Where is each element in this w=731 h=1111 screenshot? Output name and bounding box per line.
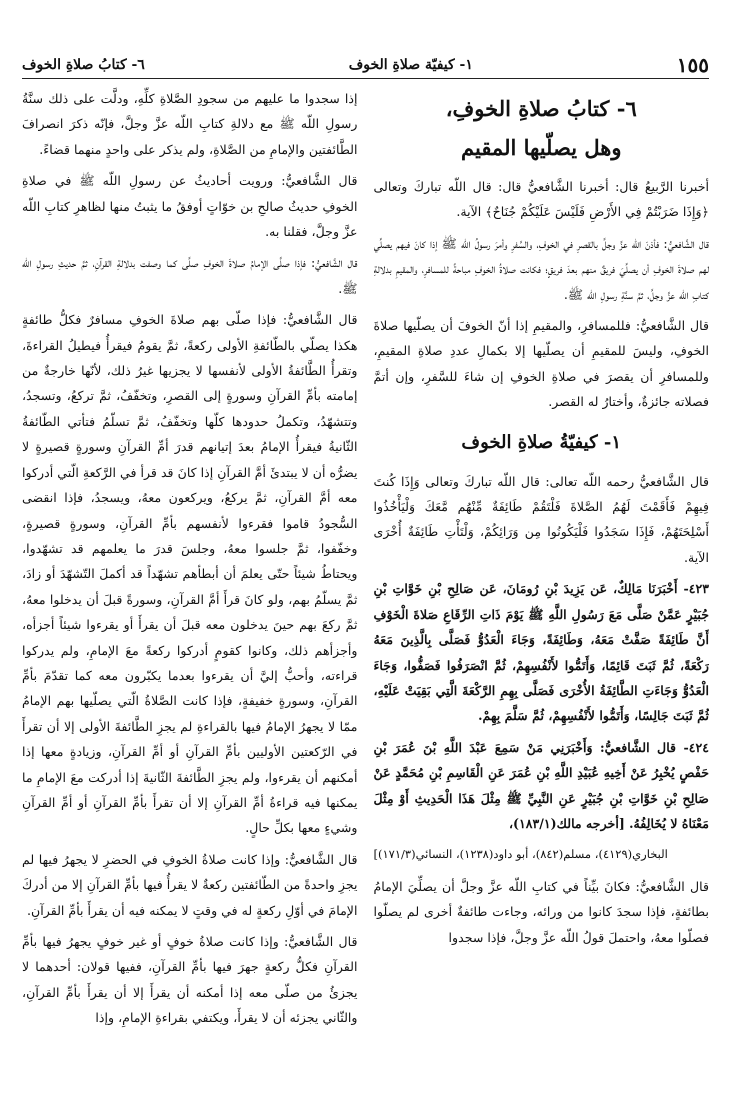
hadith-paragraph: ٤٢٤- قال الشَّافعيُّ: وَأَخْبَرَنِي مَنْ سَمِعَ عَبْدَ اللَّهِ بْنَ عُمَرَ بْنِ حَفْصٍ يُخْبِرُ عَنْ أَخِيهِ عُبَيْدِ اللَّهِ بْنِ عُمَرَ عَنِ الْقَاسِمِ بْنِ مُحَمَّدٍ عَنْ صَالِحِ بْنِ خَوَّاتِ بْنِ جُبَيْرٍ عَنِ النَّبِيِّ ﷺ مِثْلَ هَذَا الْحَدِيثِ أَوْ مِثْلَ مَعْنَاهُ لا يُخَالِفُهُ. [أخرجه مالك(١٨٣/١)، <box>373 739 709 831</box>
citation-reference: البخاري(٤١٢٩)، مسلم(٨٤٢)، أبو داود(١٢٣٨)، النسائي(١٧١/٣)] <box>373 847 668 862</box>
paragraph: قال الشَّافعيُّ رحمه اللّه تعالى: قال اللّه تباركَ وتعالى وَإِذَا كُنتَ فِيهِمْ فَأَقَمْتَ لَهُمُ الصَّلاةَ فَلْتَقُمْ طَائِفَةٌ مِّنْهُم مَّعَكَ وَلْيَأْخُذُوا أَسْلِحَتَهُمْ، فَإِذَا سَجَدُوا فَلْيَكُونُوا مِن وَرَائِكُمْ، وَلْتَأْتِ طَائِفَةٌ أُخْرَى الآية. <box>373 473 709 565</box>
chapter-title: ٦- كتابُ صلاةِ الخوفِ، <box>445 96 637 121</box>
paragraph: قال الشَّافعيُّ: فإذا صلَّى الإمامُ صلاةَ الخوفِ صلَّى كما وصفت بدلالةِ القرآنِ، ثمَّ حديثِ رسولِ اللّه ﷺ. <box>22 255 358 296</box>
text-columns <box>22 86 709 1099</box>
running-head-chapter: ٦- كتابُ صلاةِ الخوف <box>22 57 145 73</box>
paragraph: أخبرنا الرَّبيعُ قال: أخبرنا الشَّافعيُّ قال: قال اللّه تباركَ وتعالى ﴿وَإِذَا ضَرَبْتُمْ فِي الأَرْضِ فَلَيْسَ عَلَيْكُمْ جُنَاحٌ﴾ الآية. <box>373 179 709 220</box>
page-number: ١٥٥ <box>676 53 709 77</box>
paragraph: قال الشَّافعيُّ: فأذنَ اللّه عزَّ وجلَّ بالقصرِ في الخوفِ، والسَّفرِ وأمرَ رسولُ اللّه ﷺ إذا كانَ فيهم يصلِّي لهم صلاةَ الخوفِ أن يصلِّيَ فريقٌ منهم بعدَ فريقٍ؛ فكانت صلاةُ الخوفِ مباحةً للمسافرِ، والمقيمِ بدلالةِ كتابِ اللّه عزَّ وجلَّ، ثمَّ سنَّةِ رسولِ اللّه ﷺ. <box>373 235 709 302</box>
paragraph: قال الشَّافعيُّ: فللمسافرِ، والمقيمِ إذا أنّ الخوفَ أن يصلّيها صلاةَ الخوفِ، وليسَ للمقيمِ أن يصلّيها إلا بكمالِ عددِ صلاةِ المقيمِ، وللمسافرِ أن يقصرَ في صلاةِ الخوفِ إن شاءَ للسَّفرِ، وإن أتمَّ فصلاته جائزةٌ، وأختارُ له القصر. <box>373 318 709 410</box>
paragraph: قال الشَّافعيُّ: ورويت أحاديثُ عن رسولِ اللّه ﷺ في صلاةِ الخوفِ حديثُ صالحِ بن خوّاتٍ أوفقُ ما يثبتُ منها لظاهرِ كتابِ اللّه عزَّ وجلَّ، فقلنا به. <box>22 173 358 240</box>
paragraph: إذا سجدوا ما عليهم من سجودِ الصَّلاةِ كلِّهِ، ودلَّت على ذلك سنَّةُ رسولِ اللّه ﷺ مع دلالةِ كتابِ اللّه عزَّ وجلَّ، فإنّه ذكرَ انصرافَ الطَّائفتين والإمامِ من الصَّلاةِ، ولم يذكر على واحدٍ منهما قضاءً. <box>22 91 358 157</box>
section-title: ١- كيفيّةُ صلاةِ الخوف <box>461 431 622 453</box>
right-column <box>374 86 710 1099</box>
paragraph: قال الشَّافعيُّ: فإذا صلّى بهم صلاةَ الخوفِ مسافرٌ فكلُّ طائفةٍ هكذا يصلّي بالطّائفةِ الأولى ركعةً، ثمَّ يقومُ فيقرأُ فيطيلُ القراءةَ، وتقرأُ الطَّائفةُ الأولى لأنفسها لا يجزيها غيرُ ذلك، لأنّها خارجةٌ من إمامته بأمِّ القرآنِ وسورةٍ إلى القصرِ، وتخفّفُ، ثمَّ تركعُ، وتسجدُ، وتتشهّدُ، وتكملُ حدودها كلّها وتخفّفُ، ثمَّ تسلّمُ فتأتي الطّائفةُ الثّانيةُ فيقرأُ الإمامُ بعدَ إتيانهم قدرَ أمِّ القرآنِ وسورةٍ قصيرةٍ لا يضرُّه أن لا يبتدئَ أمَّ القرآنِ إذا كانَ قد قرأ في الرَّكعةِ الّتي أدركوا معه أمَّ القرآنِ، ثمَّ يركعُ، ويركعون معهُ، ويسجدُ، فإذا انقضى السُّجودُ قاموا فقرءوا لأنفسهم بأمِّ القرآنِ، وسورةٍ قصيرةٍ، وخفّفوا، ثمَّ جلسوا معهُ، وجلسَ قدرَ ما يعلمهم قد تشهّدوا، ويحتاطُ شيئاً حتّى يعلمَ أن أبطأهم تشهّداً قد أكملَ التّشهّدَ أو زادَ، ثمَّ يسلّمُ بهم، ولو كانَ قرأَ أمَّ القرآنِ، وسورةً قبلَ أن يدخلوا معهُ، ثمَّ ركعَ بهم حينَ يدخلون معه قبلَ أن يقرأَ أو يقرءوا شيئاً أجزأه، وأجزأهم ذلك، وكانوا كقومٍ أدركوا ركعةً معَ الإمامِ، ولم يدركوا قراءته، وأحبُّ إليَّ أن يقرءوا بعدما يكبّرون معه كما تقدّمَ بأمِّ القرآنِ، وسورةٍ خفيفةٍ، فإذا كانت الصَّلاةُ الّتي يصلّيها بهم الإمامُ ممّا لا يجهرُ الإمامُ فيها بالقراءةِ لم يجزِ الطَّائفةَ الأولى إلا أن تقرأَ في الرّكعتين الأوليين بأمِّ القرآنِ أو أمِّ القرآنِ، وزيادةٍ معها إذا أمكنهم أن يقرءوا، ولم يجزِ الطَّائفةَ الثّانيةَ إذا أدركت معَ الإمامِ ما يمكنها فيه قراءةُ أمِّ القرآنِ إلا أن تقرأَ بأمِّ القرآنِ أو أمِّ القرآنِ وشيءٍ معها بكلِّ حالٍ. <box>22 312 358 836</box>
page-header <box>22 52 709 79</box>
hadith-paragraph: ٤٢٣- أَخْبَرَنَا مَالِكٌ، عَن يَزِيدَ بْنِ رُومَانَ، عَن صَالِحِ بْنِ خَوَّاتِ بْنِ جُبَيْرٍ عَمَّنْ صَلَّى مَعَ رَسُولِ اللَّهِ ﷺ يَوْمَ ذَاتِ الرِّقَاعِ صَلاةَ الْخَوْفِ أَنَّ طَائِفَةً صَفَّتْ مَعَهُ، وَطَائِفَةً، وَجَاءَ الْعَدُوُّ فَصَلَّى بِالَّذِينَ مَعَهُ رَكْعَةً، ثُمَّ ثَبَتَ قَائِمًا، وَأَتَمُّوا لأَنْفُسِهِمْ، ثُمَّ انْصَرَفُوا فَصَفُّوا، وَجَاءَ الْعَدُوُّ وَجَاءَتِ الطَّائِفَةُ الأُخْرَى فَصَلَّى بِهِمِ الرَّكْعَةَ الَّتِي بَقِيَتْ عَلَيْهِ، ثُمَّ ثَبَتَ جَالِسًا، وَأَتَمُّوا لأَنْفُسِهِمْ، ثُمَّ سَلَّمَ بِهِمْ. <box>373 581 709 724</box>
left-column <box>22 86 358 1099</box>
running-head-section: ١- كيفيّة صلاةِ الخوف <box>348 57 473 73</box>
paragraph: قال الشَّافعيُّ: وإذا كانت صلاةُ خوفٍ أو غير خوفٍ يجهرُ فيها بأمِّ القرآنِ فكلُّ ركعةٍ جهرَ فيها بأمِّ القرآنِ، ففيها قولان: أحدهما لا يجزئُ من صلّى معه إذا أمكنه أن يقرأَ إلا أن يقرأَ بأمِّ القرآنِ، والثّاني يجزئه أن لا يقرأَ، ويكتفي بقراءةِ الإمامِ، وإذا <box>22 934 358 1026</box>
chapter-subtitle: وهل يصلّيها المقيم <box>461 135 622 160</box>
paragraph: قال الشَّافعيُّ: فكانَ بيِّناً في كتابِ اللّه عزَّ وجلَّ أن يصلِّيَ الإمامُ بطائفةٍ، فإذا سجدَ كانوا من ورائه، وجاءت طائفةٌ أخرى لم يصلّوا فصلّوا معهُ، واحتملَ قولُ اللّه عزَّ وجلَّ، فإذا سجدوا <box>373 878 709 945</box>
paragraph: قال الشَّافعيُّ: وإذا كانت صلاةُ الخوفِ في الحضرِ لا يجهرُ فيها لم يجزِ واحدةً من الطّائفتين ركعةٌ لا يقرأُ فيها بأمِّ القرآنِ إلا من أدركَ الإمامَ في أوّلِ ركعةٍ له في وقتٍ لا يمكنه فيه أن يقرأَ بأمِّ القرآنِ. <box>22 851 358 918</box>
